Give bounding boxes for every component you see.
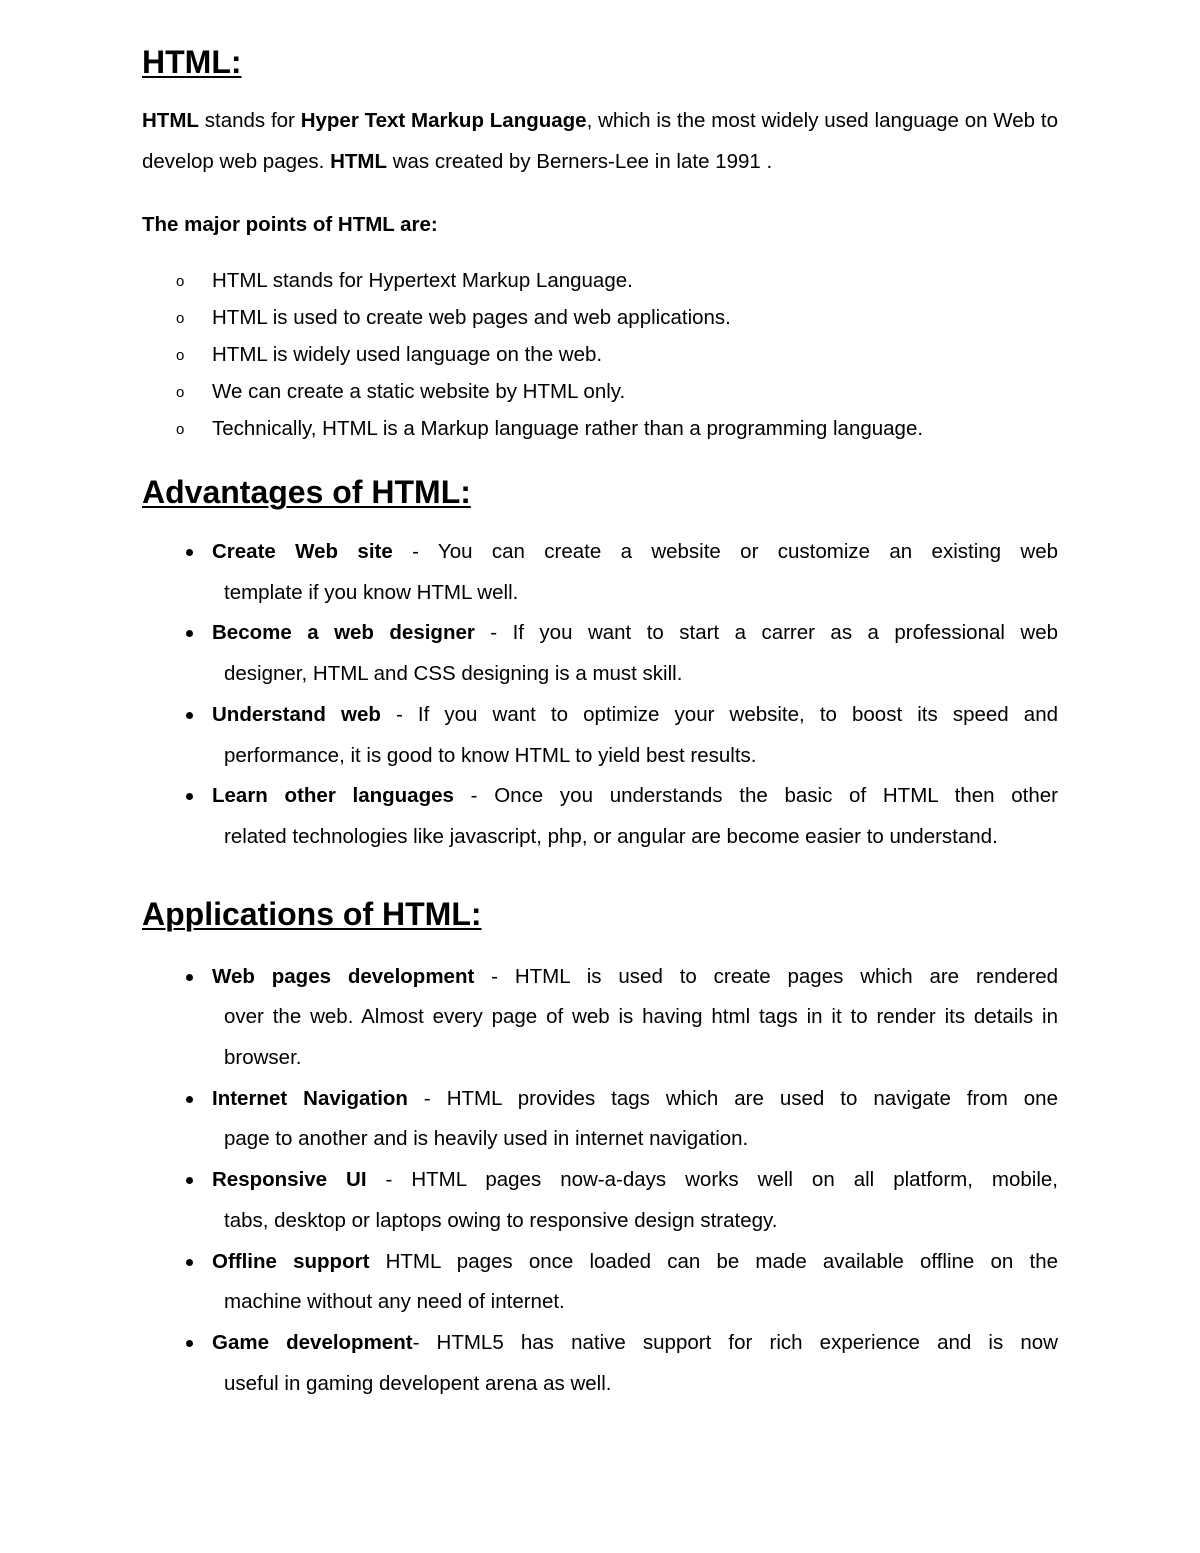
point-text: We can create a static website by HTML only. xyxy=(212,380,626,403)
item-term: Learn other languages xyxy=(212,784,454,808)
applications-heading: Applications of HTML: xyxy=(142,895,482,932)
bullet-icon xyxy=(186,974,193,981)
list-item xyxy=(142,410,1058,447)
list-item xyxy=(142,299,1058,336)
list-item xyxy=(142,373,1058,410)
list-item xyxy=(142,336,1058,373)
list-item xyxy=(142,695,1058,776)
item-first-line xyxy=(212,1323,1058,1364)
intro-term-html-2: HTML xyxy=(330,150,387,173)
intro-text-2: , which is the most widely used language on Web to develop web pages. xyxy=(142,109,1058,173)
bullet-icon xyxy=(186,549,193,556)
circle-bullet-icon: o xyxy=(176,347,185,364)
intro-text-3: was created by Berners-Lee in late 1991 . xyxy=(387,150,773,173)
bullet-icon xyxy=(186,1340,193,1347)
item-text: - HTML pages now-a-days works well on all platform, mobile, xyxy=(366,1168,1058,1192)
page-title: HTML: xyxy=(142,44,242,80)
bullet-icon xyxy=(186,630,193,637)
point-text: HTML is used to create web pages and web applications. xyxy=(212,306,731,329)
circle-bullet-icon: o xyxy=(176,384,185,401)
item-continuation: designer, HTML and CSS designing is a must skill. xyxy=(224,662,683,686)
bullet-icon xyxy=(186,1096,193,1103)
item-first-line xyxy=(212,613,1058,654)
advantages-list xyxy=(142,532,1058,858)
item-term: Game development xyxy=(212,1330,413,1354)
list-item xyxy=(142,1242,1058,1323)
item-first-line xyxy=(212,532,1058,573)
circle-bullet-icon: o xyxy=(176,310,185,327)
bullet-icon xyxy=(186,712,193,719)
item-text: - HTML is used to create pages which are rendered xyxy=(474,964,1058,988)
point-text: HTML stands for Hypertext Markup Language. xyxy=(212,269,633,292)
circle-bullet-icon: o xyxy=(176,273,185,290)
points-heading: The major points of HTML are: xyxy=(142,213,438,236)
bullet-icon xyxy=(186,1259,193,1266)
item-continuation: page to another and is heavily used in internet navigation. xyxy=(224,1127,749,1151)
intro-term-html: HTML xyxy=(142,109,199,132)
list-item xyxy=(142,776,1058,857)
bullet-icon xyxy=(186,1177,193,1184)
item-text: - HTML provides tags which are used to navigate from one xyxy=(407,1086,1058,1110)
advantages-heading: Advantages of HTML: xyxy=(142,474,471,510)
intro-term-expansion: Hyper Text Markup Language xyxy=(300,109,587,132)
item-text: - HTML5 has native support for rich experience and is now xyxy=(412,1330,1058,1354)
list-item xyxy=(142,957,1058,1079)
item-continuation: over the web. Almost every page of web is having html tags in it to render its details in browser. xyxy=(224,1005,1058,1070)
item-first-line xyxy=(212,776,1058,817)
item-first-line xyxy=(212,695,1058,736)
item-term: Become a web designer xyxy=(212,621,475,645)
list-item xyxy=(142,532,1058,613)
point-text: Technically, HTML is a Markup language rather than a programming language. xyxy=(212,417,924,440)
item-term: Offline support xyxy=(212,1249,370,1273)
item-text: - You can create a website or customize an existing web xyxy=(392,540,1059,563)
item-continuation: tabs, desktop or laptops owing to responsive design strategy. xyxy=(224,1208,778,1232)
item-term: Responsive UI xyxy=(212,1168,367,1192)
item-text: HTML pages once loaded can be made available offline on the xyxy=(369,1249,1058,1273)
item-continuation: related technologies like javascript, php, or angular are become easier to understand. xyxy=(224,824,998,848)
circle-bullet-icon: o xyxy=(176,421,185,438)
point-text: HTML is widely used language on the web. xyxy=(212,343,603,366)
item-text: - If you want to start a carrer as a professional web xyxy=(474,621,1058,645)
item-continuation: performance, it is good to know HTML to yield best results. xyxy=(224,743,757,767)
item-continuation: machine without any need of internet. xyxy=(224,1290,565,1314)
item-term: Understand web xyxy=(212,702,381,726)
item-first-line xyxy=(212,1079,1058,1120)
item-text: - If you want to optimize your website, to boost its speed and xyxy=(380,702,1059,726)
item-continuation: useful in gaming developent arena as well. xyxy=(224,1371,612,1395)
item-first-line xyxy=(212,1242,1058,1283)
applications-list xyxy=(142,957,1058,1405)
major-points-list xyxy=(142,262,1058,447)
list-item xyxy=(142,613,1058,694)
item-term: Create Web site xyxy=(212,540,393,563)
document-page xyxy=(142,0,1058,1404)
list-item xyxy=(142,262,1058,299)
intro-text-1: stands for xyxy=(198,109,301,132)
list-item xyxy=(142,1079,1058,1160)
bullet-icon xyxy=(186,793,193,800)
item-text: - Once you understands the basic of HTML then other xyxy=(453,784,1058,808)
item-first-line xyxy=(212,1160,1058,1201)
list-item xyxy=(142,1323,1058,1404)
item-first-line xyxy=(212,957,1058,998)
intro-paragraph xyxy=(142,100,1058,182)
item-term: Internet Navigation xyxy=(212,1086,408,1110)
item-term: Web pages development xyxy=(212,964,475,988)
list-item xyxy=(142,1160,1058,1241)
item-continuation: template if you know HTML well. xyxy=(224,580,519,604)
